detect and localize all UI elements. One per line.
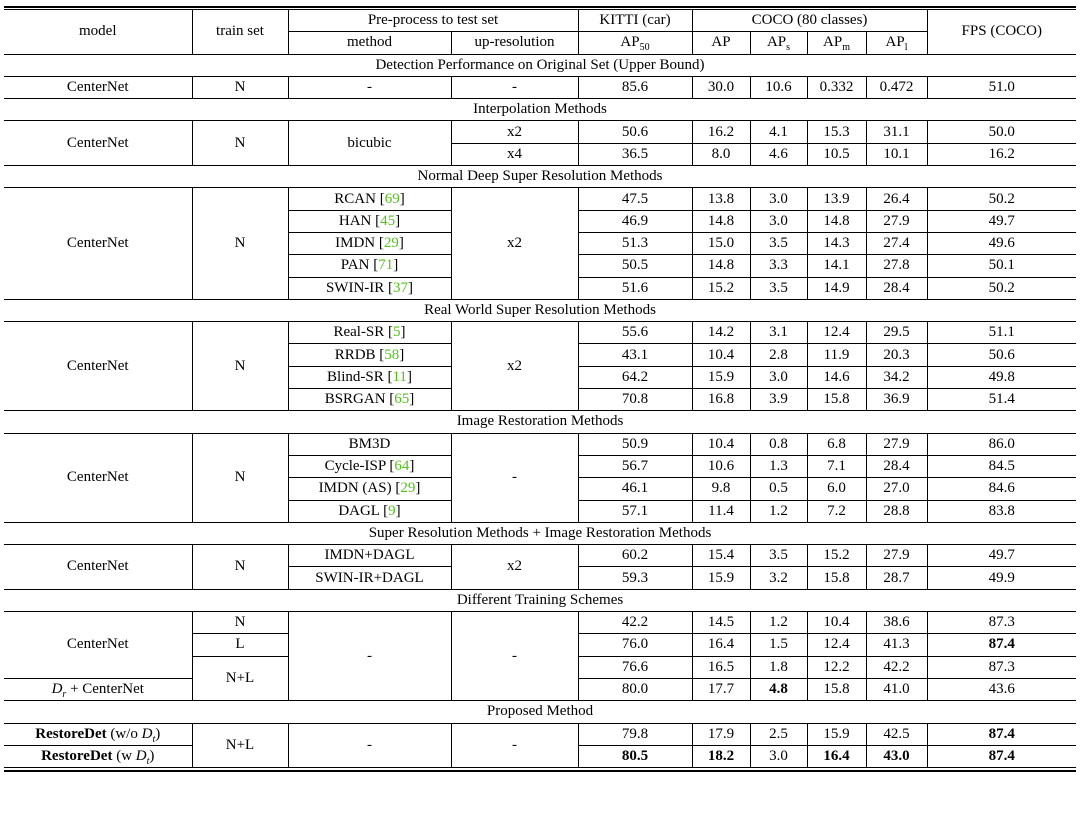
value-cell: 3.5: [750, 232, 807, 254]
model-cell: RestoreDet (w $D_t$): [4, 745, 192, 767]
table-row: [4, 433, 1076, 455]
upres-cell: x2: [451, 322, 578, 411]
section-title: Image Restoration Methods: [4, 411, 1076, 433]
value-cell: 38.6: [866, 612, 927, 634]
value-cell: 80.0: [578, 678, 692, 700]
value-cell: 50.6: [578, 121, 692, 143]
value-cell: 86.0: [927, 433, 1076, 455]
value-cell: 10.1: [866, 143, 927, 165]
method-cell: -: [288, 76, 451, 98]
value-cell: 16.2: [692, 121, 750, 143]
value-cell: 4.1: [750, 121, 807, 143]
table-row: [4, 545, 1076, 567]
header-method: method: [288, 32, 451, 54]
value-cell: 0.8: [750, 433, 807, 455]
value-cell: 3.5: [750, 277, 807, 299]
table-row: [4, 723, 1076, 745]
value-cell: 10.6: [750, 76, 807, 98]
table-row: [4, 121, 1076, 143]
section-header-row: [4, 299, 1076, 321]
value-cell: 43.6: [927, 678, 1076, 700]
value-cell: 3.9: [750, 389, 807, 411]
value-cell: 15.3: [807, 121, 866, 143]
value-cell: 11.9: [807, 344, 866, 366]
value-cell: 1.5: [750, 634, 807, 656]
value-cell: 41.3: [866, 634, 927, 656]
value-cell: 64.2: [578, 366, 692, 388]
citation-link[interactable]: 45: [380, 212, 396, 229]
method-cell: -: [288, 612, 451, 701]
value-cell: 15.8: [807, 389, 866, 411]
bottom-double-rule: [4, 770, 1076, 772]
results-table-figure: [4, 6, 1076, 772]
section-title: Real World Super Resolution Methods: [4, 299, 1076, 321]
section-header-row: [4, 166, 1076, 188]
value-cell: 50.1: [927, 255, 1076, 277]
value-cell: 6.0: [807, 478, 866, 500]
value-cell: 29.5: [866, 322, 927, 344]
value-cell: 15.4: [692, 545, 750, 567]
train-set-cell: L: [192, 634, 288, 656]
value-cell: 30.0: [692, 76, 750, 98]
value-cell: 27.9: [866, 545, 927, 567]
header-aps: $AP_s$: [750, 32, 807, 54]
header-ap50: $AP_{50}$: [578, 32, 692, 54]
value-cell: 12.4: [807, 634, 866, 656]
value-cell: 8.0: [692, 143, 750, 165]
citation-link[interactable]: 29: [383, 235, 399, 252]
header-apl: $AP_l$: [866, 32, 927, 54]
value-cell: 3.3: [750, 255, 807, 277]
value-cell: 42.5: [866, 723, 927, 745]
value-cell: 79.8: [578, 723, 692, 745]
header-train-set: train set: [192, 10, 288, 55]
value-cell: 13.8: [692, 188, 750, 210]
value-cell: 14.5: [692, 612, 750, 634]
value-cell: 46.1: [578, 478, 692, 500]
method-cell: BSRGAN [65]: [288, 389, 451, 411]
value-cell: 56.7: [578, 455, 692, 477]
section-title: Detection Performance on Original Set (Upper Bound): [4, 54, 1076, 76]
value-cell: 15.9: [692, 567, 750, 589]
train-set-cell: N: [192, 121, 288, 166]
value-cell: 42.2: [578, 612, 692, 634]
upres-cell: x2: [451, 121, 578, 143]
value-cell: 36.9: [866, 389, 927, 411]
value-cell: 15.9: [807, 723, 866, 745]
value-cell: 12.2: [807, 656, 866, 678]
value-cell: 17.9: [692, 723, 750, 745]
value-cell: 28.7: [866, 567, 927, 589]
value-cell: 3.0: [750, 188, 807, 210]
model-cell: CenterNet: [4, 188, 192, 299]
value-cell: 59.3: [578, 567, 692, 589]
value-cell: 43.0: [866, 745, 927, 767]
value-cell: 14.9: [807, 277, 866, 299]
results-table: [4, 9, 1076, 768]
value-cell: 14.2: [692, 322, 750, 344]
value-cell: 10.6: [692, 455, 750, 477]
model-cell: CenterNet: [4, 76, 192, 98]
value-cell: 16.4: [692, 634, 750, 656]
value-cell: 51.4: [927, 389, 1076, 411]
upres-cell: -: [451, 723, 578, 768]
citation-link[interactable]: 11: [392, 368, 407, 385]
upres-cell: x4: [451, 143, 578, 165]
method-cell: IMDN+DAGL: [288, 545, 451, 567]
method-cell: PAN [71]: [288, 255, 451, 277]
train-set-cell: N+L: [192, 656, 288, 701]
value-cell: 34.2: [866, 366, 927, 388]
value-cell: 1.8: [750, 656, 807, 678]
value-cell: 28.4: [866, 455, 927, 477]
value-cell: 10.4: [807, 612, 866, 634]
header-kitti: KITTI (car): [578, 10, 692, 32]
value-cell: 49.7: [927, 545, 1076, 567]
section-title: Interpolation Methods: [4, 99, 1076, 121]
value-cell: 87.4: [927, 745, 1076, 767]
value-cell: 16.4: [807, 745, 866, 767]
section-title: Proposed Method: [4, 701, 1076, 723]
value-cell: 27.9: [866, 433, 927, 455]
citation-link[interactable]: 9: [388, 502, 396, 519]
value-cell: 76.0: [578, 634, 692, 656]
value-cell: 50.5: [578, 255, 692, 277]
value-cell: 9.8: [692, 478, 750, 500]
value-cell: 18.2: [692, 745, 750, 767]
header-preprocess: Pre-process to test set: [288, 10, 578, 32]
header-ap: AP: [692, 32, 750, 54]
value-cell: 76.6: [578, 656, 692, 678]
method-cell: bicubic: [288, 121, 451, 166]
train-set-cell: N: [192, 612, 288, 634]
method-cell: HAN [45]: [288, 210, 451, 232]
model-cell: CenterNet: [4, 545, 192, 590]
value-cell: 57.1: [578, 500, 692, 522]
section-header-row: [4, 589, 1076, 611]
section-title: Different Training Schemes: [4, 589, 1076, 611]
value-cell: 14.8: [692, 255, 750, 277]
citation-link[interactable]: 37: [393, 279, 409, 296]
value-cell: 27.8: [866, 255, 927, 277]
section-header-row: [4, 411, 1076, 433]
method-cell: Real-SR [5]: [288, 322, 451, 344]
section-header-row: [4, 54, 1076, 76]
value-cell: 55.6: [578, 322, 692, 344]
value-cell: 51.6: [578, 277, 692, 299]
value-cell: 17.7: [692, 678, 750, 700]
value-cell: 50.2: [927, 188, 1076, 210]
value-cell: 0.332: [807, 76, 866, 98]
upres-cell: x2: [451, 188, 578, 299]
citation-link[interactable]: 71: [378, 257, 394, 274]
value-cell: 27.4: [866, 232, 927, 254]
value-cell: 50.9: [578, 433, 692, 455]
section-header-row: [4, 522, 1076, 544]
citation-link[interactable]: 64: [394, 458, 410, 475]
value-cell: 14.1: [807, 255, 866, 277]
method-cell: Cycle-ISP [64]: [288, 455, 451, 477]
value-cell: 15.2: [807, 545, 866, 567]
value-cell: 0.472: [866, 76, 927, 98]
value-cell: 15.9: [692, 366, 750, 388]
value-cell: 1.2: [750, 612, 807, 634]
value-cell: 10.5: [807, 143, 866, 165]
header-apm: $AP_m$: [807, 32, 866, 54]
section-title: Super Resolution Methods + Image Restoration Methods: [4, 522, 1076, 544]
value-cell: 84.6: [927, 478, 1076, 500]
value-cell: 51.3: [578, 232, 692, 254]
method-cell: Blind-SR [11]: [288, 366, 451, 388]
value-cell: 28.4: [866, 277, 927, 299]
value-cell: 47.5: [578, 188, 692, 210]
value-cell: 83.8: [927, 500, 1076, 522]
model-cell: RestoreDet (w/o $D_t$): [4, 723, 192, 745]
value-cell: 49.9: [927, 567, 1076, 589]
value-cell: 27.0: [866, 478, 927, 500]
value-cell: 3.1: [750, 322, 807, 344]
value-cell: 14.8: [807, 210, 866, 232]
value-cell: 3.5: [750, 545, 807, 567]
section-header-row: [4, 99, 1076, 121]
citation-link[interactable]: 5: [393, 324, 401, 341]
train-set-cell: N: [192, 545, 288, 590]
value-cell: 49.6: [927, 232, 1076, 254]
value-cell: 11.4: [692, 500, 750, 522]
value-cell: 27.9: [866, 210, 927, 232]
value-cell: 2.8: [750, 344, 807, 366]
value-cell: 10.4: [692, 433, 750, 455]
value-cell: 42.2: [866, 656, 927, 678]
method-cell: RRDB [58]: [288, 344, 451, 366]
value-cell: 13.9: [807, 188, 866, 210]
value-cell: 0.5: [750, 478, 807, 500]
value-cell: 51.1: [927, 322, 1076, 344]
value-cell: 6.8: [807, 433, 866, 455]
value-cell: 49.7: [927, 210, 1076, 232]
citation-link[interactable]: 29: [400, 480, 416, 497]
value-cell: 1.3: [750, 455, 807, 477]
value-cell: 87.3: [927, 612, 1076, 634]
header-fps: FPS (COCO): [927, 10, 1076, 55]
value-cell: 4.6: [750, 143, 807, 165]
value-cell: 3.2: [750, 567, 807, 589]
model-cell: CenterNet: [4, 322, 192, 411]
citation-link[interactable]: 65: [394, 391, 410, 408]
value-cell: 85.6: [578, 76, 692, 98]
value-cell: 12.4: [807, 322, 866, 344]
value-cell: 16.8: [692, 389, 750, 411]
table-row: [4, 188, 1076, 210]
table-row: [4, 76, 1076, 98]
upres-cell: -: [451, 76, 578, 98]
train-set-cell: N: [192, 188, 288, 299]
train-set-cell: N+L: [192, 723, 288, 768]
model-cell: CenterNet: [4, 612, 192, 679]
value-cell: 7.2: [807, 500, 866, 522]
value-cell: 50.6: [927, 344, 1076, 366]
value-cell: 15.8: [807, 678, 866, 700]
value-cell: 31.1: [866, 121, 927, 143]
method-cell: BM3D: [288, 433, 451, 455]
table-row: [4, 322, 1076, 344]
upres-cell: x2: [451, 545, 578, 590]
top-double-rule: [4, 6, 1076, 8]
value-cell: 16.2: [927, 143, 1076, 165]
value-cell: 87.4: [927, 634, 1076, 656]
value-cell: 43.1: [578, 344, 692, 366]
value-cell: 36.5: [578, 143, 692, 165]
value-cell: 3.0: [750, 210, 807, 232]
value-cell: 1.2: [750, 500, 807, 522]
upres-cell: -: [451, 612, 578, 701]
method-cell: IMDN (AS) [29]: [288, 478, 451, 500]
value-cell: 7.1: [807, 455, 866, 477]
model-cell: CenterNet: [4, 121, 192, 166]
value-cell: 4.8: [750, 678, 807, 700]
value-cell: 51.0: [927, 76, 1076, 98]
method-cell: DAGL [9]: [288, 500, 451, 522]
value-cell: 46.9: [578, 210, 692, 232]
value-cell: 15.0: [692, 232, 750, 254]
value-cell: 2.5: [750, 723, 807, 745]
table-row: [4, 612, 1076, 634]
value-cell: 84.5: [927, 455, 1076, 477]
value-cell: 14.3: [807, 232, 866, 254]
value-cell: 14.6: [807, 366, 866, 388]
value-cell: 60.2: [578, 545, 692, 567]
value-cell: 50.2: [927, 277, 1076, 299]
method-cell: SWIN-IR [37]: [288, 277, 451, 299]
citation-link[interactable]: 58: [384, 346, 400, 363]
citation-link[interactable]: 69: [384, 190, 400, 207]
value-cell: 16.5: [692, 656, 750, 678]
section-header-row: [4, 701, 1076, 723]
header-model: model: [4, 10, 192, 55]
train-set-cell: N: [192, 433, 288, 522]
method-cell: IMDN [29]: [288, 232, 451, 254]
value-cell: 28.8: [866, 500, 927, 522]
method-cell: SWIN-IR+DAGL: [288, 567, 451, 589]
value-cell: 87.4: [927, 723, 1076, 745]
header-row-1: [4, 10, 1076, 32]
method-cell: RCAN [69]: [288, 188, 451, 210]
value-cell: 15.8: [807, 567, 866, 589]
method-cell: -: [288, 723, 451, 768]
value-cell: 3.0: [750, 745, 807, 767]
value-cell: 50.0: [927, 121, 1076, 143]
value-cell: 70.8: [578, 389, 692, 411]
train-set-cell: N: [192, 322, 288, 411]
model-cell: CenterNet: [4, 433, 192, 522]
train-set-cell: N: [192, 76, 288, 98]
upres-cell: -: [451, 433, 578, 522]
value-cell: 10.4: [692, 344, 750, 366]
model-cell: $D_r$ + CenterNet: [4, 678, 192, 700]
section-title: Normal Deep Super Resolution Methods: [4, 166, 1076, 188]
value-cell: 14.8: [692, 210, 750, 232]
value-cell: 49.8: [927, 366, 1076, 388]
value-cell: 87.3: [927, 656, 1076, 678]
value-cell: 3.0: [750, 366, 807, 388]
value-cell: 41.0: [866, 678, 927, 700]
header-coco: COCO (80 classes): [692, 10, 927, 32]
header-upres: up-resolution: [451, 32, 578, 54]
value-cell: 15.2: [692, 277, 750, 299]
value-cell: 26.4: [866, 188, 927, 210]
value-cell: 80.5: [578, 745, 692, 767]
value-cell: 20.3: [866, 344, 927, 366]
